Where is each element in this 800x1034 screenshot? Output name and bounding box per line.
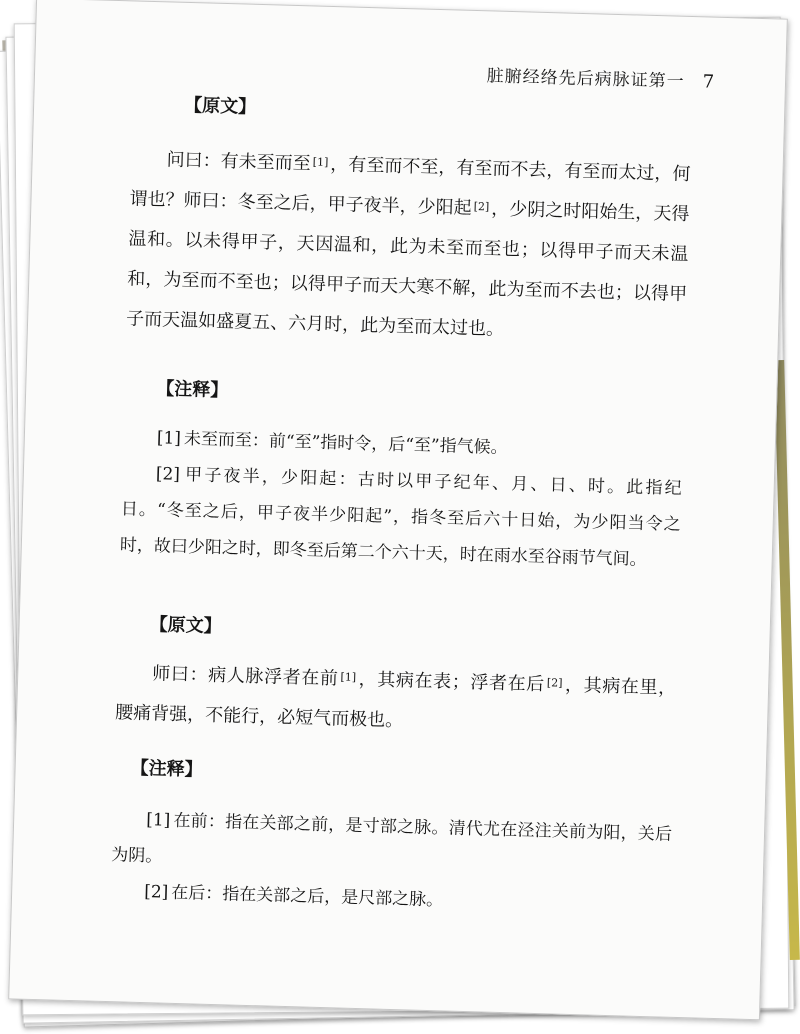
note-label: [2]: [143, 882, 169, 903]
note-label: [1]: [145, 810, 171, 831]
footnote-ref-1: [1]: [340, 670, 357, 684]
note-text: 在前：指在关部之前，是寸部之脉。清代尤在泾注关前为阳，关后为阴。: [110, 810, 673, 867]
note-text: 在后：指在关部之后，是尺部之脉。: [171, 882, 444, 911]
section-heading-notes-2: 【注释】: [130, 757, 203, 781]
page-number: 7: [702, 71, 716, 93]
original-text-1-part-b: ，有至而不至，有至而不去，有至而太过，何谓也？师曰：冬至之后，甲子夜半，少阳起: [129, 153, 691, 219]
section-heading-notes-1: 【注释】: [155, 378, 229, 402]
original-text-2-part-b: ，其病在表；浮者在后: [357, 668, 546, 696]
running-header: [486, 61, 715, 92]
note-label: [1]: [156, 428, 182, 449]
original-text-1-part-c: ，少阴之时阳始生，天得温和。以未得甲子，天因温和，此为未至而至也；以得甲子而天未温和，为至而不至也；以得甲子而天大寒不解，此为至而不去也；以得甲子而天温如盛夏五、六月时，此为至而太过也。: [125, 198, 690, 340]
original-text-1-part-a: 问曰：有未至而至: [166, 149, 312, 175]
original-text-2: [115, 653, 677, 749]
book-page: [8, 0, 788, 1020]
footnote-ref-1: [1]: [312, 155, 329, 169]
footnote-ref-2: [2]: [473, 199, 490, 214]
original-text-2-part-a: 师曰：病人脉浮者在前: [152, 663, 339, 690]
chapter-title: 脏腑经络先后病脉证第一: [486, 66, 685, 92]
note-1-2: [119, 455, 682, 579]
original-text-2-part-c: ，其病在里，腰痛背强，不能行，必短气而极也。: [114, 674, 677, 732]
section-heading-original-1: 【原文】: [183, 94, 257, 118]
note-text: 未至而至：前“至”指时令，后“至”指气候。: [183, 429, 508, 459]
note-label: [2]: [155, 464, 181, 485]
note-text: 甲子夜半，少阳起：古时以甲子纪年、月、日、时。此指纪日。“冬至之后，甲子夜半少阳起”，指冬至后六十日始，为少阳当令之时，故曰少阳之时，即冬至后第二个六十天，时在雨水至谷雨节气间。: [119, 464, 682, 570]
section-heading-original-2: 【原文】: [149, 614, 222, 638]
footnote-ref-2: [2]: [546, 676, 563, 690]
original-text-1: [126, 139, 691, 355]
